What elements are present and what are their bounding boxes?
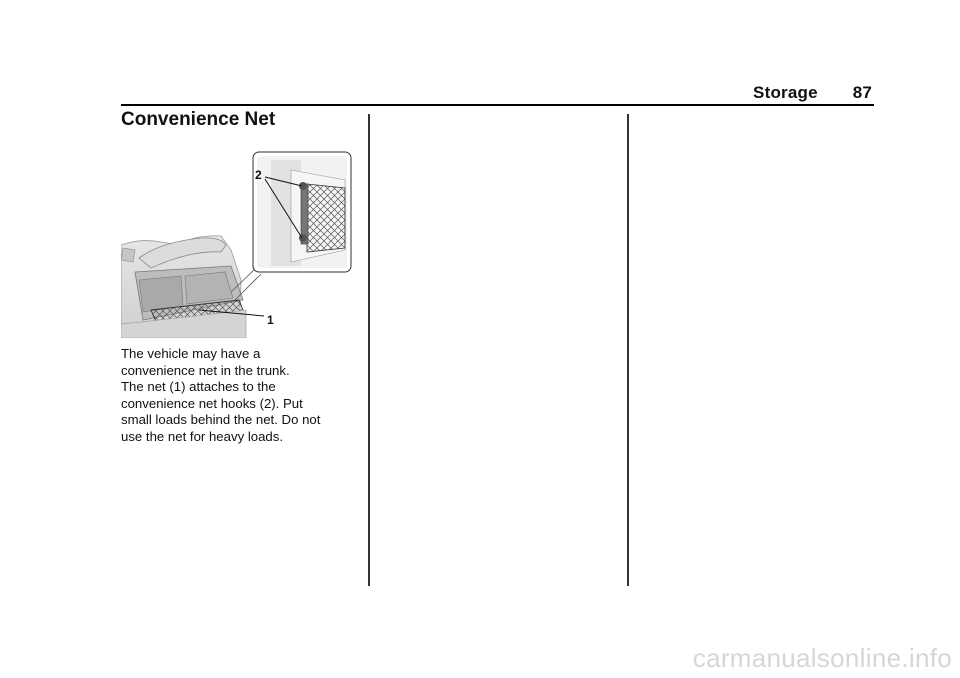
hook-detail-inset <box>253 152 351 272</box>
column-divider-right <box>627 114 629 586</box>
callout-2-label: 2 <box>255 168 262 182</box>
header-rule <box>121 104 874 106</box>
body-line: use the net for heavy loads. <box>121 428 284 444</box>
trunk-convenience-net-illustration <box>121 150 353 338</box>
body-line: small loads behind the net. Do not <box>121 412 321 427</box>
column-divider-left <box>368 114 370 586</box>
watermark: carmanualsonline.info <box>692 643 952 673</box>
section-title: Convenience Net <box>121 109 276 130</box>
body-paragraph <box>121 346 366 445</box>
header-section-title: Storage <box>753 83 818 102</box>
callout-1-label: 1 <box>267 313 274 327</box>
body-line: convenience net in the trunk. <box>121 362 290 378</box>
page-number: 87 <box>852 83 872 102</box>
body-line: convenience net hooks (2). Put <box>121 395 303 411</box>
body-line: The net (1) attaches to the <box>121 379 276 394</box>
car-trunk-drawing <box>121 236 246 338</box>
page-header <box>753 83 872 103</box>
body-line: The vehicle may have a <box>121 346 261 361</box>
